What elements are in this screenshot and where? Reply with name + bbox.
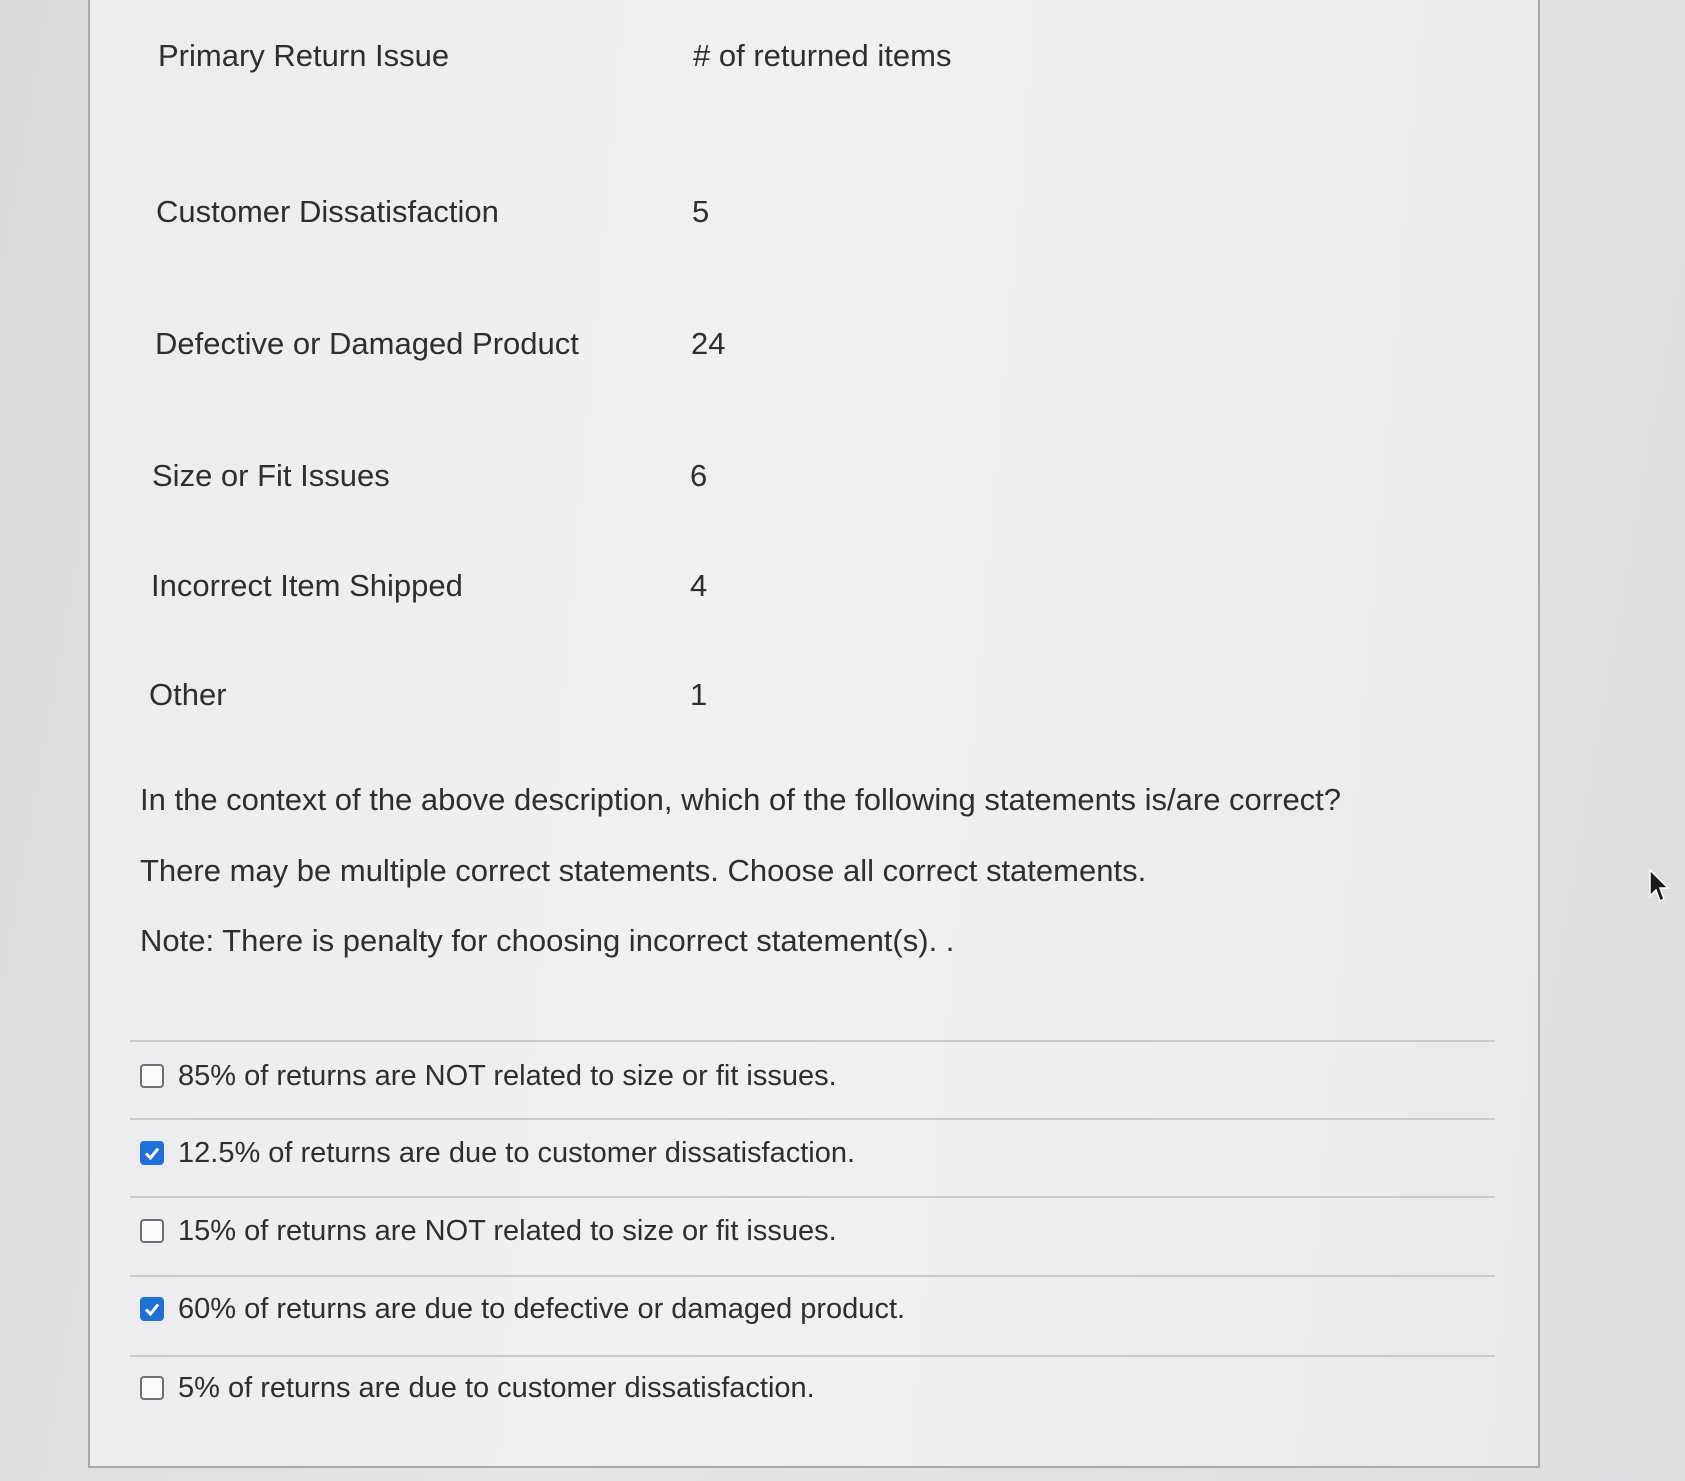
option-label: 5% of returns are due to customer dissatisfaction. [178,1371,815,1404]
table-row-count: 1 [690,677,708,712]
option-checkbox[interactable] [140,1297,164,1321]
answer-option-5[interactable] [140,1368,815,1408]
table-row-count: 24 [691,326,726,361]
question-note: Note: There is penalty for choosing incorrect statement(s). . [140,923,955,958]
option-divider [130,1355,1495,1357]
table-header-count: # of returned items [693,38,952,73]
checkmark-icon [143,1300,161,1318]
table-row-count: 4 [690,568,708,603]
option-divider [130,1118,1495,1120]
option-label: 15% of returns are NOT related to size or fit issues. [178,1214,837,1247]
table-row-issue: Size or Fit Issues [152,458,390,493]
option-divider [130,1040,1495,1042]
option-divider [130,1196,1495,1198]
table-header-issue: Primary Return Issue [158,38,450,73]
mouse-cursor-icon [1648,868,1672,904]
option-divider [130,1275,1495,1277]
answer-option-2[interactable] [140,1133,855,1173]
table-row-count: 5 [692,194,710,229]
question-instruction: There may be multiple correct statements. Choose all correct statements. [140,853,1147,888]
option-checkbox[interactable] [140,1141,164,1165]
option-checkbox[interactable] [140,1219,164,1243]
option-checkbox[interactable] [140,1064,164,1088]
question-text: In the context of the above description, which of the following statements is/are correct? [140,782,1342,817]
table-row-issue: Other [149,677,227,712]
option-checkbox[interactable] [140,1376,164,1400]
answer-option-1[interactable] [140,1056,837,1096]
table-row-issue: Incorrect Item Shipped [151,568,463,603]
answer-option-3[interactable] [140,1211,837,1251]
option-label: 12.5% of returns are due to customer dissatisfaction. [178,1136,856,1169]
table-row-issue: Customer Dissatisfaction [156,194,499,229]
table-row-issue: Defective or Damaged Product [155,326,579,361]
checkmark-icon [143,1144,161,1162]
option-label: 85% of returns are NOT related to size or fit issues. [178,1059,837,1092]
option-label: 60% of returns are due to defective or damaged product. [178,1292,906,1325]
answer-option-4[interactable] [140,1289,905,1329]
table-row-count: 6 [690,458,708,493]
